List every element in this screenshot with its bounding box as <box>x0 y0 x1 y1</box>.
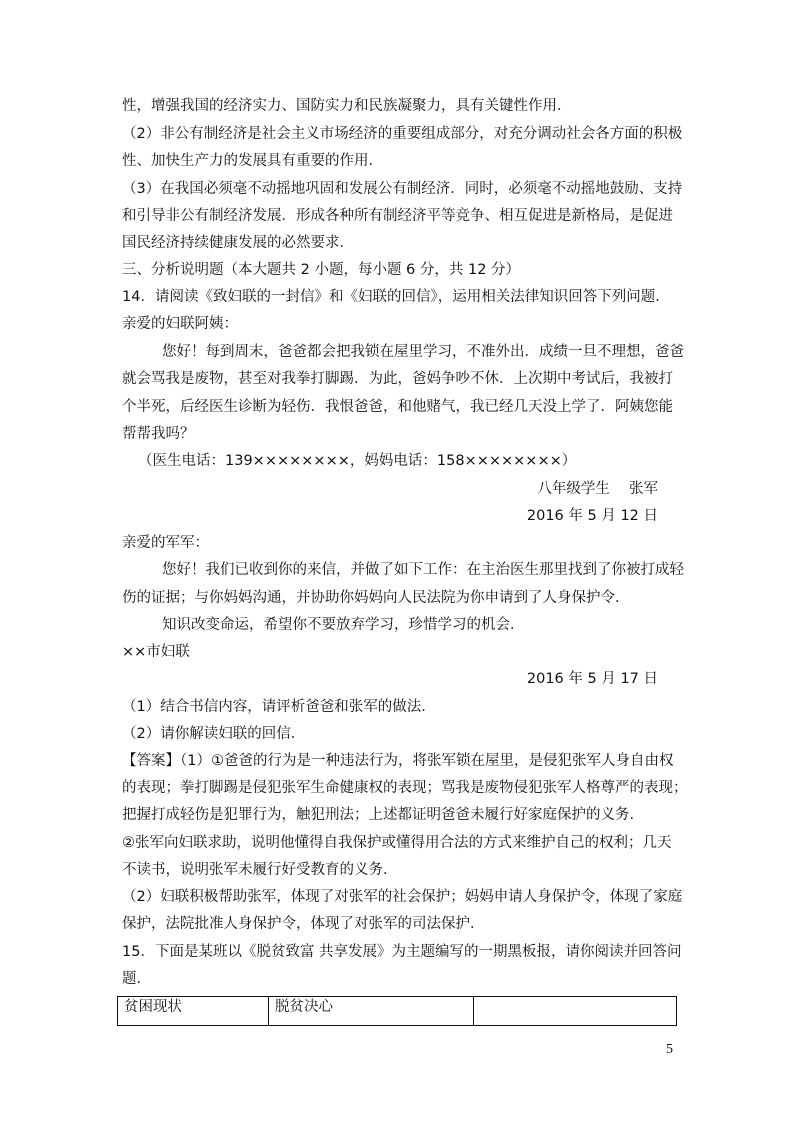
letter-signature: 八年级学生 张军 <box>537 481 658 497</box>
reply-salutation: 亲爱的军军： <box>122 535 209 551</box>
text-line: 就会骂我是废物，甚至对我拳打脚踢．为此，爸妈争吵不休．上次期中考试后，我被打 <box>122 371 673 387</box>
text-line: 保护，法院批准人身保护令，体现了对张军的司法保护． <box>122 916 485 932</box>
answer-heading: 【答案】（1）①爸爸的行为是一种违法行为，将张军锁在屋里，是侵犯张军人身自由权 <box>122 753 674 769</box>
text-line: 性，增强我国的经济实力、国防实力和民族凝聚力，具有关键性作用． <box>122 98 572 114</box>
reply-signature: ××市妇联 <box>122 644 190 660</box>
section-heading: 三、分析说明题（本大题共 2 小题，每小题 6 分，共 12 分） <box>122 262 521 278</box>
page-number: 5 <box>666 1042 673 1057</box>
text-line: 把握打成轻伤是犯罪行为，触犯刑法；上述都证明爸爸未履行好家庭保护的义务． <box>122 807 644 823</box>
text-line: 您好！每到周末，爸爸都会把我锁在屋里学习，不准外出．成绩一旦不理想，爸爸 <box>162 344 684 360</box>
table-cell <box>474 997 677 1026</box>
text-line: 帮帮我吗？ <box>122 426 195 442</box>
reply-date: 2016 年 5 月 17 日 <box>526 671 658 687</box>
text-line: 题． <box>122 971 151 987</box>
text-line: 您好！我们已收到你的来信，并做了如下工作：在主治医生那里找到了你被打成轻 <box>162 562 684 578</box>
text-line: 和引导非公有制经济发展．形成各种所有制经济平等竞争、相互促进是新格局，是促进 <box>122 208 673 224</box>
text-line: （2）非公有制经济是社会主义市场经济的重要组成部分，对充分调动社会各方面的积极 <box>122 126 683 142</box>
letter-salutation: 亲爱的妇联阿姨： <box>122 316 238 332</box>
text-line: （2）妇联积极帮助张军，体现了对张军的社会保护；妈妈申请人身保护令，体现了家庭 <box>122 889 683 905</box>
text-line: 伤的证据；与你妈妈沟通，并协助你妈妈向人民法院为你申请到了人身保护令． <box>122 590 630 606</box>
text-line: 不读书，说明张军未履行好受教育的义务． <box>122 862 398 878</box>
phone-numbers: （医生电话：139××××××××，妈妈电话：158××××××××） <box>138 453 577 469</box>
table-cell: 脱贫决心 <box>269 997 474 1026</box>
text-line: 性、加快生产力的发展具有重要的作用． <box>122 153 383 169</box>
text-line: 的表现；拳打脚踢是侵犯张军生命健康权的表现；骂我是废物侵犯张军人格尊严的表现； <box>122 780 688 796</box>
text-line: 个半死，后经医生诊断为轻伤．我恨爸爸，和他赌气，我已经几天没上学了．阿姨您能 <box>122 399 673 415</box>
letter-date: 2016 年 5 月 12 日 <box>526 508 658 524</box>
sub-question-1: （1）结合书信内容，请评析爸爸和张军的做法． <box>122 699 436 715</box>
text-line: 知识改变命运，希望你不要放弃学习，珍惜学习的机会． <box>162 617 525 633</box>
blackboard-table <box>117 996 677 1026</box>
text-line: （3）在我国必须毫不动摇地巩固和发展公有制经济．同时，必须毫不动摇地鼓励、支持 <box>122 181 683 197</box>
text-line: 国民经济持续健康发展的必然要求． <box>122 235 354 251</box>
table-cell: 贫困现状 <box>118 997 269 1026</box>
sub-question-2: （2）请你解读妇联的回信． <box>122 726 306 742</box>
question-14: 14．请阅读《致妇联的一封信》和《妇联的回信》，运用相关法律知识回答下列问题． <box>122 289 670 305</box>
text-line: ②张军向妇联求助，说明他懂得自我保护或懂得用合法的方式来维护自己的权利；几天 <box>122 835 672 851</box>
table-row <box>118 997 677 1026</box>
question-15: 15．下面是某班以《脱贫致富 共享发展》为主题编写的一期黑板报，请你阅读并回答问 <box>122 944 682 960</box>
